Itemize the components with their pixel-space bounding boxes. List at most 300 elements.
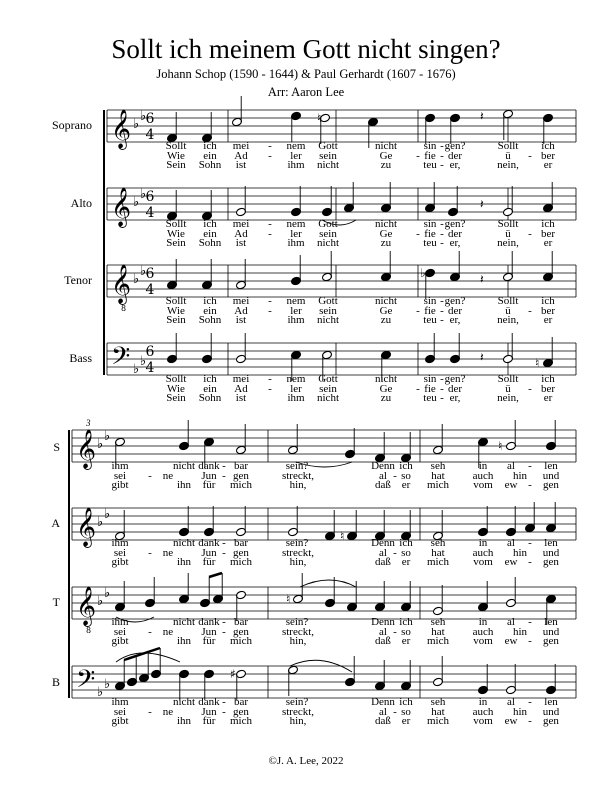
lyric-s2-syllable: ew: [504, 556, 518, 568]
lyric-s2-syllable: vom: [473, 556, 493, 568]
lyric-s1-syllable: er: [543, 237, 553, 249]
lyric-s1-syllable: fie: [424, 149, 436, 162]
lyric-s2-syllable: streckt,: [281, 705, 315, 718]
lyric-s2-syllable: für: [202, 556, 216, 568]
lyric-s1-syllable: -: [268, 295, 272, 307]
lyric-s2-syllable: hin,: [289, 635, 307, 647]
lyric-s1-syllable: Ge: [379, 304, 393, 317]
lyric-s2-syllable: -: [222, 460, 226, 472]
natural-icon: ♮: [286, 592, 291, 606]
flat-icon: ♭: [140, 187, 147, 202]
lyric-s1-syllable: fie: [424, 227, 436, 240]
lyric-s1-syllable: ist: [235, 237, 247, 249]
lyric-s2-syllable: ihm: [111, 616, 129, 628]
lyric-s1-syllable: nicht: [375, 140, 397, 152]
lyric-s1-syllable: nicht: [317, 392, 339, 404]
lyric-s2-syllable: len: [544, 537, 558, 549]
lyric-s2-syllable: sei: [113, 546, 127, 559]
lyric-s1-syllable: Wie: [167, 304, 185, 317]
lyric-s1-syllable: Sollt: [497, 218, 519, 230]
lyric-s2-syllable: ich: [399, 696, 413, 708]
natural-icon: ♮: [535, 356, 540, 370]
flat-icon: ♭: [97, 437, 104, 452]
time-signature-top: 6: [145, 266, 155, 282]
lyric-s2-syllable: mich: [427, 715, 449, 727]
natural-icon: ♮: [340, 529, 345, 543]
lyric-s2-syllable: -: [393, 625, 397, 638]
lyric-s1-syllable: sin: [423, 373, 437, 385]
lyric-s2-syllable: ihn: [176, 479, 192, 491]
lyric-s2-syllable: gibt: [111, 635, 129, 647]
lyric-s1-syllable: der: [447, 149, 463, 162]
lyric-s2-syllable: -: [528, 696, 532, 708]
lyric-s1-syllable: -: [440, 149, 444, 162]
treble-clef-icon: 𝄞: [111, 109, 132, 149]
lyric-s1-syllable: zu: [380, 237, 392, 249]
lyric-s2-syllable: -: [528, 479, 532, 491]
lyric-s2-syllable: hin,: [289, 715, 307, 727]
treble-clef-icon: 𝄞: [111, 264, 132, 304]
lyric-s2-syllable: al: [379, 625, 387, 638]
part-label-alto: Alto: [70, 196, 92, 210]
lyric-s1-syllable: der: [447, 304, 463, 317]
lyric-s1-syllable: ich: [203, 295, 217, 307]
lyric-s2-syllable: al: [379, 469, 387, 482]
time-signature-bottom: 4: [145, 205, 155, 221]
flat-icon: ♭: [140, 354, 147, 369]
lyric-s2-syllable: -: [393, 546, 397, 559]
lyric-s1-syllable: ich: [203, 140, 217, 152]
lyric-s2-syllable: Jun: [201, 469, 217, 482]
lyric-s1-syllable: -: [268, 227, 272, 240]
lyric-s1-syllable: nem: [286, 140, 306, 152]
quarter-rest-icon: 𝄽: [480, 272, 484, 286]
lyric-s2-syllable: nicht: [173, 616, 195, 628]
lyric-s2-syllable: so: [401, 546, 411, 559]
lyric-s1-syllable: Sollt: [165, 373, 187, 385]
lyric-s1-syllable: Gott: [318, 218, 338, 230]
lyric-s2-syllable: ihn: [176, 635, 192, 647]
lyric-s1-syllable: Ge: [379, 149, 393, 162]
lyric-s2-syllable: sein?: [285, 616, 309, 628]
lyric-s2-syllable: -: [222, 469, 226, 482]
lyric-s1-syllable: -: [268, 373, 272, 385]
lyric-s2-syllable: ew: [504, 479, 518, 491]
lyric-s1-syllable: nicht: [317, 237, 339, 249]
lyric-s2-syllable: gen: [233, 469, 249, 482]
lyric-s2-syllable: hat: [431, 546, 445, 559]
lyric-s1-syllable: -: [268, 304, 272, 317]
lyric-s1-syllable: Sein: [166, 237, 186, 249]
lyric-s1-syllable: ich: [541, 295, 555, 307]
part-label-bass: Bass: [69, 351, 92, 365]
lyric-s1-syllable: Sohn: [198, 159, 222, 171]
lyric-s1-syllable: ich: [541, 140, 555, 152]
lyric-s1-syllable: -: [440, 304, 444, 317]
lyric-s1-syllable: Ad: [234, 382, 248, 395]
lyric-s2-syllable: gen: [233, 625, 249, 638]
lyric-s2-syllable: hat: [431, 705, 445, 718]
lyric-s2-syllable: -: [222, 616, 226, 628]
lyric-s1-syllable: ber: [540, 382, 556, 395]
flat-icon: ♭: [97, 594, 104, 609]
lyric-s2-syllable: daß: [375, 479, 391, 491]
lyric-s2-syllable: gen: [543, 479, 559, 491]
lyric-s1-syllable: -: [268, 140, 272, 152]
lyric-s2-syllable: so: [401, 625, 411, 638]
lyric-s1-syllable: Ad: [234, 149, 248, 162]
lyric-s1-syllable: sin: [423, 295, 437, 307]
lyric-s2-syllable: sei: [113, 705, 127, 718]
lyric-s1-syllable: ein: [203, 227, 217, 240]
lyric-s2-syllable: ihm: [111, 460, 129, 472]
lyric-s1-syllable: ist: [235, 314, 247, 326]
lyric-s2-syllable: gen: [543, 635, 559, 647]
lyric-s1-syllable: ler: [290, 382, 302, 395]
lyric-s1-syllable: der: [447, 382, 463, 395]
lyric-s1-syllable: teu: [423, 159, 437, 171]
lyric-s1-syllable: ist: [235, 159, 247, 171]
lyric-s2-syllable: auch: [472, 469, 494, 482]
lyric-s2-syllable: ne: [162, 469, 174, 482]
time-signature-top: 6: [145, 111, 155, 127]
lyric-s1-syllable: -: [268, 382, 272, 395]
lyric-s1-syllable: Sollt: [497, 140, 519, 152]
lyric-s2-syllable: al: [507, 696, 515, 708]
lyric-s1-syllable: ich: [203, 218, 217, 230]
lyric-s2-syllable: hat: [431, 469, 445, 482]
lyric-s1-syllable: ihm: [287, 392, 305, 404]
lyric-s2-syllable: er: [401, 479, 411, 491]
lyric-s2-syllable: mich: [230, 556, 252, 568]
lyric-s1-syllable: Sein: [166, 314, 186, 326]
lyric-s1-syllable: gen?: [444, 218, 466, 230]
lyric-s1-syllable: Sohn: [198, 314, 222, 326]
lyric-s1-syllable: ü: [505, 149, 511, 162]
lyric-s2-syllable: -: [222, 537, 226, 549]
lyric-s2-syllable: Denn: [371, 696, 395, 708]
lyric-s1-syllable: ü: [505, 382, 511, 395]
time-signature-top: 6: [145, 189, 155, 205]
lyric-s2-syllable: in: [478, 460, 488, 472]
lyric-s1-syllable: er: [543, 392, 553, 404]
lyric-s2-syllable: sein?: [285, 696, 309, 708]
lyric-s1-syllable: -: [416, 227, 420, 240]
flat-icon: ♭: [420, 266, 426, 280]
lyric-s1-syllable: nicht: [317, 314, 339, 326]
lyric-s1-syllable: ihm: [287, 314, 305, 326]
lyric-s1-syllable: er,: [449, 314, 461, 326]
lyric-s1-syllable: nicht: [375, 373, 397, 385]
lyric-s1-syllable: Ad: [234, 304, 248, 317]
lyric-s1-syllable: gen?: [444, 373, 466, 385]
lyric-s2-syllable: und: [542, 705, 560, 718]
lyric-s2-syllable: hin: [512, 625, 528, 638]
lyric-s2-syllable: hin,: [289, 556, 307, 568]
lyric-s2-syllable: bar: [233, 537, 249, 549]
lyric-s1-syllable: Wie: [167, 227, 185, 240]
lyric-s1-syllable: nicht: [317, 159, 339, 171]
time-signature-top: 6: [145, 344, 155, 360]
lyric-s2-syllable: nicht: [173, 460, 195, 472]
lyric-s1-syllable: -: [440, 382, 444, 395]
lyric-s2-syllable: len: [544, 616, 558, 628]
lyric-s2-syllable: al: [507, 537, 515, 549]
flat-icon: ♭: [133, 362, 140, 377]
lyric-s2-syllable: auch: [472, 705, 494, 718]
lyric-s1-syllable: -: [440, 227, 444, 240]
lyric-s1-syllable: -: [440, 314, 444, 326]
treble-clef-icon: 𝄞: [111, 187, 132, 227]
lyric-s1-syllable: -: [528, 382, 532, 395]
lyric-s1-syllable: sein: [319, 149, 337, 162]
lyric-s2-syllable: -: [393, 705, 397, 718]
lyric-s2-syllable: seh: [430, 537, 446, 549]
lyric-s1-syllable: Sein: [166, 159, 186, 171]
lyric-s1-syllable: Ad: [234, 227, 248, 240]
lyric-s1-syllable: sein: [319, 382, 337, 395]
lyric-s2-syllable: seh: [430, 696, 446, 708]
lyric-s2-syllable: streckt,: [281, 469, 315, 482]
slur: [300, 580, 356, 587]
lyric-s2-syllable: mich: [427, 556, 449, 568]
lyric-s1-syllable: er,: [449, 392, 461, 404]
lyric-s2-syllable: dank: [198, 696, 220, 708]
lyric-s2-syllable: -: [222, 546, 226, 559]
treble-clef-icon: 𝄞: [76, 507, 97, 547]
lyric-s2-syllable: -: [528, 460, 532, 472]
sharp-icon: ♯: [230, 667, 236, 681]
lyric-s1-syllable: ber: [540, 227, 556, 240]
lyric-s1-syllable: ein: [203, 149, 217, 162]
lyric-s2-syllable: streckt,: [281, 546, 315, 559]
part-label-t: T: [52, 595, 60, 609]
lyric-s2-syllable: -: [148, 625, 152, 638]
lyric-s1-syllable: nem: [286, 218, 306, 230]
lyric-s2-syllable: ne: [162, 546, 174, 559]
natural-icon: ♮: [498, 439, 503, 453]
octave-marker: 8: [121, 304, 127, 313]
bass-clef-icon: 𝄢: [111, 342, 131, 377]
quarter-rest-icon: 𝄽: [480, 350, 484, 364]
lyric-s2-syllable: auch: [472, 625, 494, 638]
flat-icon: ♭: [133, 272, 140, 287]
lyric-s2-syllable: mich: [230, 479, 252, 491]
lyric-s1-syllable: ist: [235, 392, 247, 404]
lyric-s2-syllable: gibt: [111, 556, 129, 568]
arranger-credit: Arr: Aaron Lee: [267, 85, 345, 99]
lyric-s1-syllable: ber: [540, 149, 556, 162]
lyric-s2-syllable: daß: [375, 635, 391, 647]
lyric-s2-syllable: hin: [512, 705, 528, 718]
lyric-s2-syllable: -: [528, 715, 532, 727]
lyric-s2-syllable: nicht: [173, 537, 195, 549]
lyric-s2-syllable: seh: [430, 616, 446, 628]
lyric-s2-syllable: hin: [512, 469, 528, 482]
lyric-s1-syllable: -: [416, 304, 420, 317]
time-signature-bottom: 4: [145, 127, 155, 143]
lyric-s1-syllable: -: [440, 218, 444, 230]
lyric-s1-syllable: Ge: [379, 227, 393, 240]
lyric-s1-syllable: ein: [203, 304, 217, 317]
lyric-s2-syllable: in: [478, 696, 488, 708]
lyric-s2-syllable: und: [542, 625, 560, 638]
part-label-b: B: [51, 675, 60, 689]
lyric-s1-syllable: -: [440, 295, 444, 307]
lyric-s1-syllable: nem: [286, 373, 306, 385]
flat-icon: ♭: [140, 264, 147, 279]
lyric-s1-syllable: nicht: [375, 218, 397, 230]
lyric-s2-syllable: al: [507, 460, 515, 472]
lyric-s1-syllable: nem: [286, 295, 306, 307]
lyric-s2-syllable: bar: [233, 696, 249, 708]
part-label-tenor: Tenor: [64, 273, 92, 287]
lyric-s2-syllable: mich: [230, 715, 252, 727]
lyric-s2-syllable: -: [528, 635, 532, 647]
lyric-s1-syllable: Gott: [318, 140, 338, 152]
lyric-s2-syllable: gibt: [111, 715, 129, 727]
lyric-s2-syllable: vom: [473, 715, 493, 727]
lyric-s2-syllable: ich: [399, 460, 413, 472]
lyric-s2-syllable: nicht: [173, 696, 195, 708]
flat-icon: ♭: [104, 586, 111, 601]
lyric-s2-syllable: ihn: [176, 556, 192, 568]
lyric-s1-syllable: gen?: [444, 295, 466, 307]
lyric-s2-syllable: al: [379, 546, 387, 559]
lyric-s2-syllable: Denn: [371, 616, 395, 628]
lyric-s2-syllable: ne: [162, 625, 174, 638]
lyric-s2-syllable: vom: [473, 635, 493, 647]
lyric-s1-syllable: sin: [423, 218, 437, 230]
lyric-s1-syllable: ler: [290, 149, 302, 162]
lyric-s2-syllable: gen: [543, 556, 559, 568]
lyric-s2-syllable: sein?: [285, 460, 309, 472]
lyric-s2-syllable: -: [222, 696, 226, 708]
lyric-s2-syllable: in: [478, 537, 488, 549]
flat-icon: ♭: [133, 117, 140, 132]
lyric-s2-syllable: ne: [162, 705, 174, 718]
lyric-s1-syllable: Sollt: [165, 295, 187, 307]
lyric-s2-syllable: für: [202, 479, 216, 491]
lyric-s2-syllable: dank: [198, 460, 220, 472]
lyric-s2-syllable: -: [222, 705, 226, 718]
lyric-s1-syllable: zu: [380, 159, 392, 171]
lyric-s1-syllable: -: [528, 149, 532, 162]
lyric-s2-syllable: er: [401, 715, 411, 727]
lyric-s2-syllable: al: [507, 616, 515, 628]
lyric-s1-syllable: nein,: [497, 159, 519, 171]
flat-icon: ♭: [133, 195, 140, 210]
lyric-s1-syllable: mei: [232, 373, 250, 385]
lyric-s1-syllable: gen?: [444, 140, 466, 152]
lyric-s1-syllable: ber: [540, 304, 556, 317]
lyric-s1-syllable: Gott: [318, 295, 338, 307]
part-label-a: A: [51, 516, 60, 530]
lyric-s2-syllable: vom: [473, 479, 493, 491]
lyric-s1-syllable: sein: [319, 304, 337, 317]
lyric-s1-syllable: ler: [290, 304, 302, 317]
lyric-s2-syllable: ich: [399, 616, 413, 628]
quarter-rest-icon: 𝄽: [480, 109, 484, 123]
lyric-s1-syllable: -: [440, 237, 444, 249]
lyric-s1-syllable: Sohn: [198, 392, 222, 404]
flat-icon: ♭: [104, 429, 111, 444]
lyric-s1-syllable: ich: [541, 218, 555, 230]
lyric-s1-syllable: ich: [203, 373, 217, 385]
quarter-rest-icon: 𝄽: [480, 197, 484, 211]
lyric-s2-syllable: ihm: [111, 696, 129, 708]
lyric-s1-syllable: Sollt: [497, 295, 519, 307]
lyric-s2-syllable: Jun: [201, 705, 217, 718]
lyric-s2-syllable: streckt,: [281, 625, 315, 638]
lyric-s1-syllable: mei: [232, 295, 250, 307]
lyric-s1-syllable: -: [440, 140, 444, 152]
lyric-s2-syllable: so: [401, 705, 411, 718]
lyric-s2-syllable: -: [393, 469, 397, 482]
lyric-s2-syllable: seh: [430, 460, 446, 472]
lyric-s1-syllable: sein: [319, 227, 337, 240]
lyric-s1-syllable: Sollt: [497, 373, 519, 385]
lyric-s2-syllable: sein?: [285, 537, 309, 549]
lyric-s2-syllable: Denn: [371, 460, 395, 472]
natural-icon: ♮: [317, 111, 322, 125]
lyric-s1-syllable: Sohn: [198, 237, 222, 249]
lyric-s1-syllable: -: [440, 392, 444, 404]
lyric-s2-syllable: Jun: [201, 625, 217, 638]
flat-icon: ♭: [104, 507, 111, 522]
lyric-s1-syllable: -: [268, 218, 272, 230]
lyric-s2-syllable: in: [478, 616, 488, 628]
lyric-s2-syllable: Denn: [371, 537, 395, 549]
lyric-s2-syllable: für: [202, 715, 216, 727]
lyric-s2-syllable: len: [544, 696, 558, 708]
lyric-s1-syllable: ich: [541, 373, 555, 385]
lyric-s2-syllable: bar: [233, 460, 249, 472]
lyric-s1-syllable: -: [440, 159, 444, 171]
lyric-s1-syllable: nicht: [375, 295, 397, 307]
lyric-s2-syllable: ihn: [176, 715, 192, 727]
measure-number: 3: [86, 418, 91, 428]
lyric-s1-syllable: teu: [423, 237, 437, 249]
lyric-s1-syllable: ler: [290, 227, 302, 240]
flat-icon: ♭: [140, 109, 147, 124]
lyric-s1-syllable: Wie: [167, 382, 185, 395]
lyric-s2-syllable: mich: [427, 479, 449, 491]
treble-clef-icon: 𝄞: [76, 429, 97, 469]
lyric-s2-syllable: auch: [472, 546, 494, 559]
part-label-soprano: Soprano: [52, 118, 92, 132]
flat-icon: ♭: [97, 685, 104, 700]
lyric-s2-syllable: -: [222, 625, 226, 638]
lyric-s2-syllable: sei: [113, 625, 127, 638]
lyric-s1-syllable: Sollt: [165, 140, 187, 152]
lyric-s2-syllable: ew: [504, 715, 518, 727]
copyright-footer: ©J. A. Lee, 2022: [268, 755, 344, 767]
lyric-s1-syllable: zu: [380, 314, 392, 326]
lyric-s1-syllable: teu: [423, 314, 437, 326]
lyric-s1-syllable: nein,: [497, 392, 519, 404]
lyric-s2-syllable: gen: [543, 715, 559, 727]
lyric-s1-syllable: ein: [203, 382, 217, 395]
lyric-s2-syllable: und: [542, 469, 560, 482]
lyric-s2-syllable: mich: [427, 635, 449, 647]
lyric-s1-syllable: er: [543, 314, 553, 326]
lyric-s1-syllable: mei: [232, 140, 250, 152]
lyric-s1-syllable: -: [528, 227, 532, 240]
octave-marker: 8: [86, 626, 92, 635]
lyric-s2-syllable: er: [401, 635, 411, 647]
lyric-s2-syllable: al: [379, 705, 387, 718]
